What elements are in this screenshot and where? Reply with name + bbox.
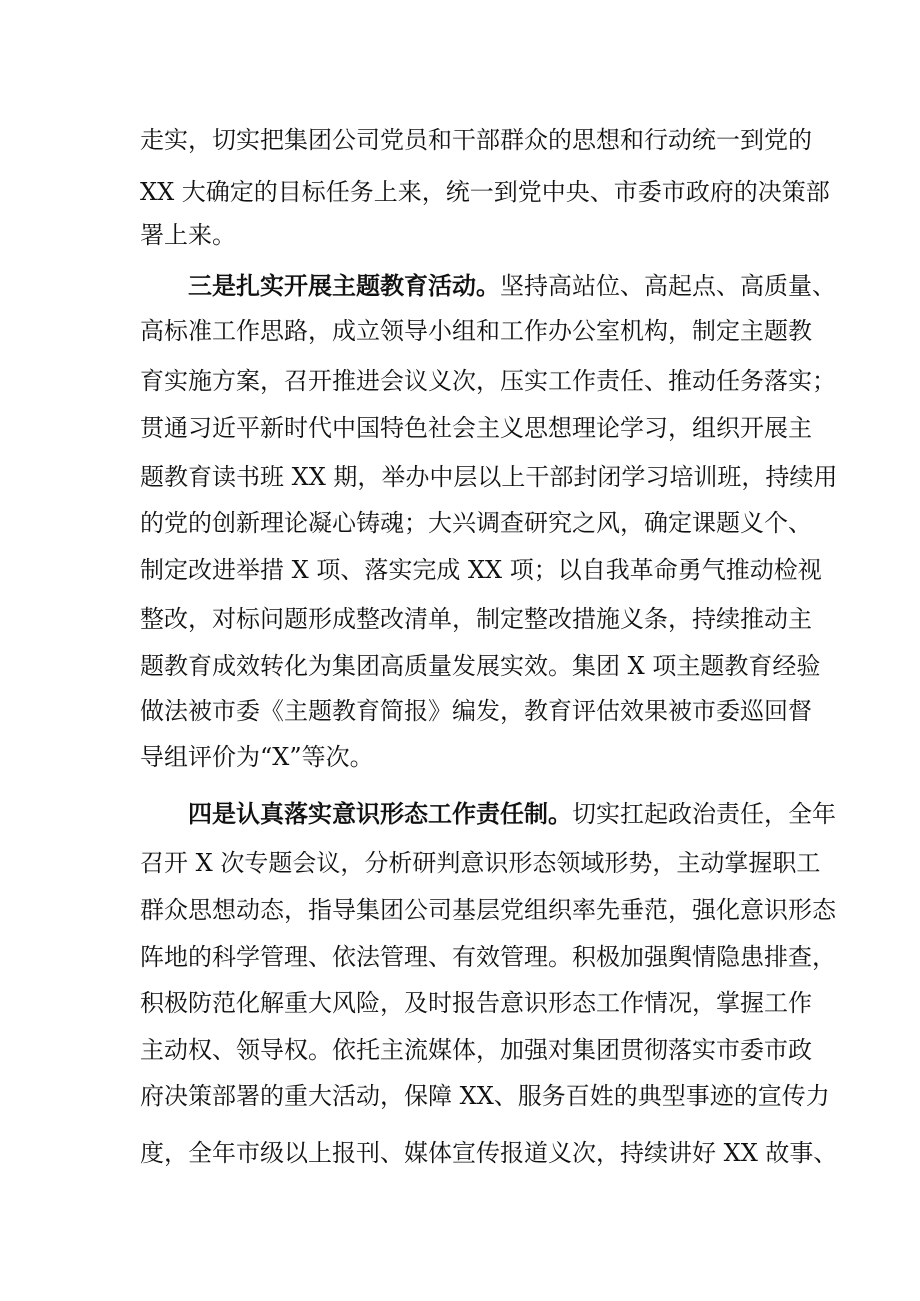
line-text: 度，全年市级以上报刊、媒体宣传报道义次，持续讲好 XX 故事、	[140, 1139, 838, 1167]
line-text: 高标准工作思路，成立领导小组和工作办公室机构，制定主题教	[140, 317, 812, 345]
line-text: XX 大确定的目标任务上来，统一到党中央、市委市政府的决策部	[140, 178, 830, 206]
line-text: 的党的创新理论凝心铸魂；大兴调查研究之风，确定课题义个、	[140, 509, 812, 537]
line-text: 坚持高站位、高起点、高质量、	[500, 272, 836, 300]
paragraph-line	[140, 1138, 838, 1168]
paragraph-line	[140, 742, 800, 772]
paragraph-line	[140, 177, 830, 207]
line-text: 贯通习近平新时代中国特色社会主义思想理论学习，组织开展主	[140, 414, 812, 442]
paragraph-line	[140, 555, 822, 585]
line-text: 积极防范化解重大风险，及时报告意识形态工作情况，掌握工作	[140, 989, 812, 1017]
paragraph-line	[140, 220, 800, 250]
line-text: 走实，切实把集团公司党员和干部群众的思想和行动统一到党的	[140, 126, 812, 154]
line-text: 府决策部署的重大活动，保障 XX、服务百姓的典型事迹的宣传力	[140, 1082, 830, 1110]
line-text: 育实施方案，召开推进会议义次，压实工作责任、推动任务落实；	[140, 367, 836, 395]
paragraph-line	[140, 462, 838, 492]
line-text: 制定改进举措 X 项、落实完成 XX 项；以自我革命勇气推动检视	[140, 556, 822, 584]
line-text: 阵地的科学管理、依法管理、有效管理。积极加强舆情隐患排查，	[140, 943, 836, 971]
paragraph-line	[140, 696, 812, 726]
paragraph-line	[188, 799, 836, 829]
line-text: 导组评价为“X”等次。	[140, 743, 374, 771]
paragraph-line	[140, 1081, 830, 1111]
line-text: 题教育成效转化为集团高质量发展实效。集团 X 项主题教育经验	[140, 652, 821, 680]
paragraph-line	[140, 848, 821, 878]
line-text: 切实扛起政治责任，全年	[572, 800, 836, 828]
line-text: 群众思想动态，指导集团公司基层党组织率先垂范，强化意识形态	[140, 896, 836, 924]
line-text: 召开 X 次专题会议，分析研判意识形态领域形势，主动掌握职工	[140, 849, 821, 877]
paragraph-line	[140, 895, 836, 925]
paragraph-line	[140, 508, 812, 538]
line-text: 主动权、领导权。依托主流媒体，加强对集团贯彻落实市委市政	[140, 1036, 812, 1064]
line-text: 署上来。	[140, 221, 236, 249]
line-text: 题教育读书班 XX 期，举办中层以上干部封闭学习培训班，持续用	[140, 463, 838, 491]
line-text: 整改，对标问题形成整改清单，制定整改措施义条，持续推动主	[140, 605, 812, 633]
paragraph-line	[140, 942, 836, 972]
paragraph-line	[140, 316, 812, 346]
paragraph-line	[140, 988, 812, 1018]
paragraph-line	[140, 604, 812, 634]
paragraph-line	[140, 413, 812, 443]
paragraph-heading: 三是扎实开展主题教育活动。	[188, 271, 500, 300]
line-text: 做法被市委《主题教育简报》编发，教育评估效果被市委巡回督	[140, 697, 812, 725]
paragraph-line	[140, 1035, 812, 1065]
paragraph-line	[188, 271, 836, 301]
paragraph-line	[140, 651, 821, 681]
paragraph-line	[140, 366, 836, 396]
paragraph-line	[140, 125, 812, 155]
paragraph-heading: 四是认真落实意识形态工作责任制。	[188, 799, 572, 828]
